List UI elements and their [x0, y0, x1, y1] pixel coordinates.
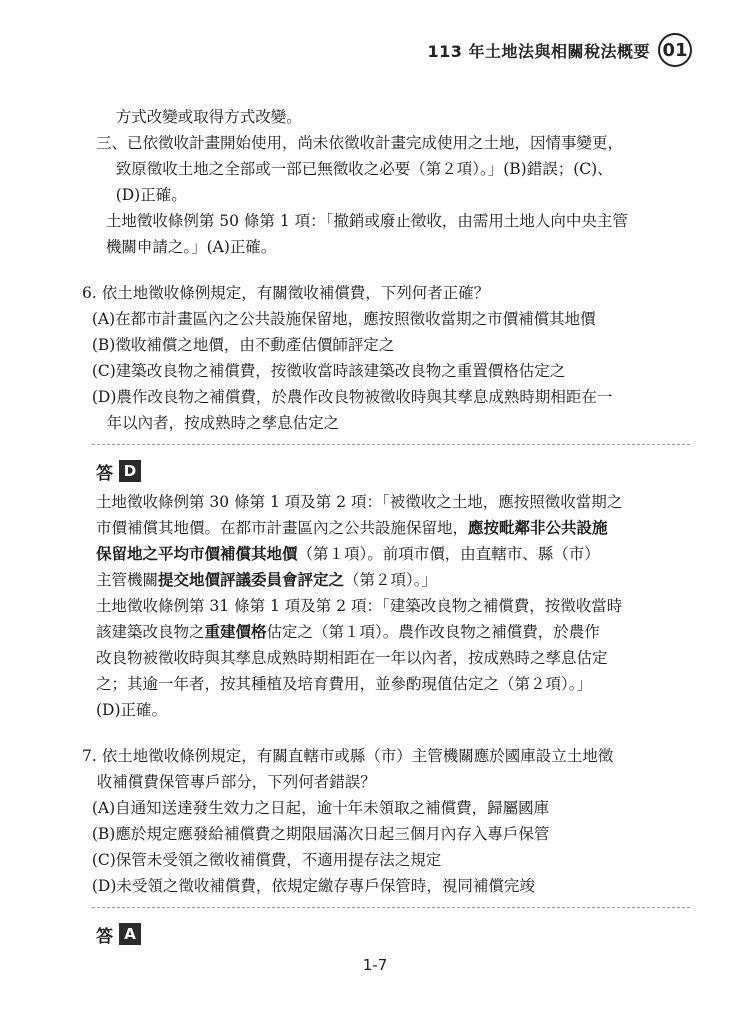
text-line: 之；其逾一年者，按其種植及培育費用，並參酌現值估定之（第２項）。」 [96, 675, 593, 693]
question-stem: 7. 依土地徵收條例規定，有關直轄市或縣（市）主管機關應於國庫設立土地徵 [82, 747, 614, 765]
answer-badge: A [119, 923, 141, 945]
text-line [96, 567, 686, 593]
divider [92, 444, 690, 445]
option-b: (B)應於規定應發給補償費之期限屆滿次日起三個月內存入專戶保管 [82, 825, 550, 843]
bold-span: 提交地價評議委員會評定之 [158, 570, 345, 589]
option-d: (D)農作改良物之補償費，於農作改良物被徵收時與其孳息成熟時期相距在一 [82, 388, 613, 406]
option-d-cont: 年以內者，按成熟時之孳息估定之 [82, 414, 340, 432]
page-header [428, 30, 692, 70]
bold-span: 重建價格 [204, 622, 267, 641]
text-line: 方式改變或取得方式改變。 [96, 108, 302, 126]
text-line: 致原徵收土地之全部或一部已無徵收之必要（第２項）。」(B)錯誤；(C)、 [96, 160, 613, 178]
q6-explanation [96, 489, 686, 723]
text-line: (D)正確。 [96, 701, 168, 719]
option-c: (C)建築改良物之補償費，按徵收當時該建築改良物之重置價格估定之 [82, 362, 566, 380]
text-line: 機關申請之。」(A)正確。 [96, 238, 277, 256]
answer-label: 答 [96, 463, 113, 484]
divider [92, 907, 690, 908]
text-line [96, 515, 686, 541]
answer-label: 答 [96, 926, 113, 947]
text-span: 該建築改良物之 [96, 623, 205, 641]
previous-explanation [96, 104, 686, 260]
answer-badge: D [119, 460, 141, 482]
text-line: 改良物被徵收時與其孳息成熟時期相距在一年以內者，按成熟時之孳息估定 [96, 649, 608, 667]
bold-span: 保留地之平均市價補償其地價 [96, 544, 298, 563]
book-title: 113 年土地法與相關稅法概要 [427, 41, 650, 61]
text-line: 土地徵收條例第 31 條第 1 項及第 2 項：「建築改良物之補償費，按徵收當時 [96, 597, 623, 615]
question-6 [82, 280, 686, 436]
text-span: 市價補償其地價。在都市計畫區內之公共設施保留地， [96, 519, 469, 537]
option-c: (C)保管未受領之徵收補償費，不適用提存法之規定 [82, 851, 442, 869]
page-content [82, 104, 686, 952]
text-line: 三、已依徵收計畫開始使用，尚未依徵收計畫完成使用之土地，因情事變更， [96, 134, 624, 152]
text-line: 土地徵收條例第 30 條第 1 項及第 2 項：「被徵收之土地，應按照徵收當期之 [96, 493, 623, 511]
question-stem: 6. 依土地徵收條例規定，有關徵收補償費，下列何者正確？ [82, 284, 490, 302]
answer-block [96, 918, 686, 950]
text-line [96, 619, 686, 645]
chapter-badge: 01 [658, 33, 692, 67]
text-span: （第２項）。」 [344, 571, 438, 589]
option-a: (A)在都市計畫區內之公共設施保留地，應按照徵收當期之市價補償其地價 [82, 310, 596, 328]
text-span: 主管機關 [96, 571, 159, 589]
page-number: 1-7 [362, 956, 388, 974]
text-line: (D)正確。 [96, 186, 187, 204]
option-d: (D)未受領之徵收補償費，依規定繳存專戶保管時，視同補償完竣 [82, 877, 535, 895]
option-a: (A)自通知送達發生效力之日起，逾十年未領取之補償費，歸屬國庫 [82, 799, 550, 817]
text-span: 估定之（第１項）。農作改良物之補償費，於農作 [266, 623, 600, 641]
answer-block [96, 455, 686, 487]
bold-span: 應按毗鄰非公共設施 [468, 518, 608, 537]
text-line: 土地徵收條例第 50 條第 1 項：「撤銷或廢止徵收，由需用土地人向中央主管 [96, 212, 628, 230]
option-b: (B)徵收補償之地價，由不動產估價師評定之 [82, 336, 395, 354]
question-7 [82, 743, 686, 899]
text-line [96, 541, 686, 567]
question-stem-cont: 收補償費保管專戶部分，下列何者錯誤？ [82, 773, 376, 791]
text-span: （第１項）。前項市價，由直轄市、縣（市） [297, 545, 600, 563]
